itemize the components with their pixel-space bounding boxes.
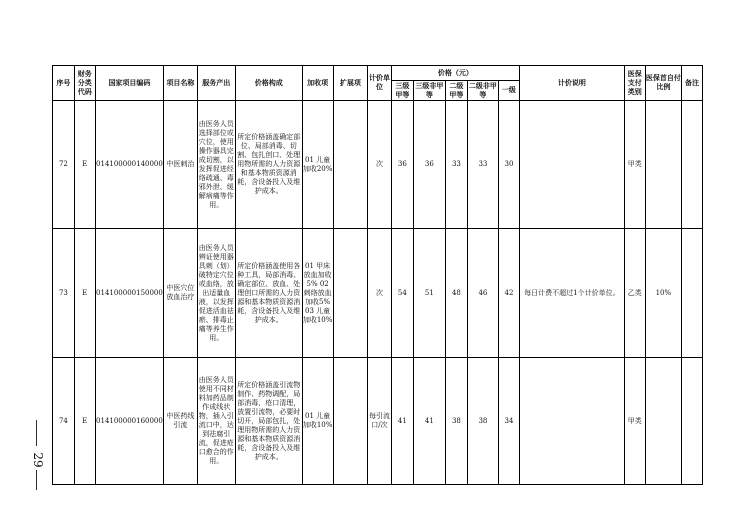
header-extension: 扩展项	[333, 66, 367, 101]
page-number-rule-top	[36, 420, 37, 446]
cell-price: 51	[413, 229, 445, 358]
cell-remarks	[682, 358, 703, 485]
cell-self-pay-ratio: 10%	[645, 229, 681, 358]
table-row	[53, 229, 703, 358]
medical-fee-table	[52, 65, 703, 485]
header-self-pay-ratio: 医保首自付比例	[645, 66, 681, 101]
header-surcharge: 加收项	[302, 66, 333, 101]
cell-item-name: 中医药线引流	[164, 358, 197, 485]
header-price-level: 三级非甲等	[413, 81, 445, 101]
cell-surcharge: 01 儿童加收20%	[302, 101, 333, 229]
header-item-name: 项目名称	[164, 66, 197, 101]
cell-unit: 次	[368, 229, 392, 358]
cell-unit: 每引流口/次	[368, 358, 392, 485]
header-insurance-class: 医保支付类别	[624, 66, 645, 101]
cell-item-name: 中医刺治	[164, 101, 197, 229]
cell-price-composition: 所定价格涵盖引流物制作、药物调配，局部消毒，疮口清理，放置引流物，必要时切开，局部包扎，处理用物所需的人力资源和基本物质资源消耗，含设备投入及维护成本。	[235, 358, 302, 485]
cell-price-composition: 所定价格涵盖使用各种工具，局部消毒、确定部位、放血、处理创口所需的人力资源和基本物质资源消耗，含设备投入及维护成本。	[235, 229, 302, 358]
cell-self-pay-ratio	[645, 358, 681, 485]
header-price-level: 二级非甲等	[468, 81, 497, 99]
cell-national-code: 014100000160000	[95, 358, 164, 485]
cell-remarks	[682, 101, 703, 229]
page-number-rule-bottom	[36, 470, 37, 490]
cell-service-output: 由医务人员选择部位或穴位，使用操作器具完成切割，以发挥促进经络疏通、毒邪外泄、缓解病痛等作用。	[197, 101, 235, 229]
cell-insurance-class: 甲类	[624, 101, 645, 229]
cell-extension	[333, 101, 367, 229]
cell-price: 46	[467, 229, 498, 358]
page-number-marker	[22, 420, 52, 490]
cell-insurance-class: 甲类	[624, 358, 645, 485]
cell-unit: 次	[368, 101, 392, 229]
cell-price: 36	[391, 101, 413, 229]
header-remarks: 备注	[682, 66, 703, 101]
cell-price-composition: 所定价格涵盖确定部位、局部消毒、切割、包扎创口、处理用物所需的人力资源和基本物质资源消耗，含设备投入及维护成本。	[235, 101, 302, 229]
table-row	[53, 101, 703, 229]
cell-pricing-note: 每日计费不超过1个计价单位。	[519, 229, 624, 358]
cell-service-output: 由医务人员辨证使用器具刺（划）破特定穴位或血络，放出适量血液，以发挥促进活血祛瘀、排毒止痛等养生作用。	[197, 229, 235, 358]
header-price-group: 价格（元）	[391, 66, 519, 81]
cell-price: 38	[446, 358, 468, 485]
header-national-code: 国家项目编码	[95, 66, 164, 101]
cell-self-pay-ratio	[645, 101, 681, 229]
header-pricing-note: 计价说明	[519, 66, 624, 101]
cell-insurance-class: 乙类	[624, 229, 645, 358]
cell-price: 41	[413, 358, 445, 485]
header-row-1	[53, 66, 703, 81]
cell-seq: 74	[53, 358, 75, 485]
cell-price: 41	[391, 358, 413, 485]
cell-price: 54	[391, 229, 413, 358]
cell-national-code: 014100000140000	[95, 101, 164, 229]
header-category-code: 财务分类代码	[74, 66, 95, 101]
cell-extension	[333, 229, 367, 358]
header-unit: 计价单位	[368, 66, 392, 101]
cell-service-output: 由医务人员使用不同材料加药品制作成线状物，插入引流口中，达到祛腐引流，促进疮口愈合的作用。	[197, 358, 235, 485]
cell-price: 34	[499, 358, 520, 485]
cell-price: 36	[413, 101, 445, 229]
cell-category-code: E	[74, 101, 95, 229]
header-price-level: 三级甲等	[391, 81, 413, 101]
cell-national-code: 014100000150000	[95, 229, 164, 358]
cell-extension	[333, 358, 367, 485]
cell-price: 48	[446, 229, 468, 358]
cell-seq: 73	[53, 229, 75, 358]
table-row	[53, 358, 703, 485]
cell-category-code: E	[74, 358, 95, 485]
cell-price: 38	[467, 358, 498, 485]
cell-pricing-note	[519, 101, 624, 229]
header-service-output: 服务产出	[197, 66, 235, 101]
cell-price: 33	[446, 101, 468, 229]
cell-item-name: 中医穴位放血治疗	[164, 229, 197, 358]
cell-price: 33	[467, 101, 498, 229]
cell-price: 30	[499, 101, 520, 229]
cell-price: 42	[499, 229, 520, 358]
cell-category-code: E	[74, 229, 95, 358]
cell-seq: 72	[53, 101, 75, 229]
cell-remarks	[682, 229, 703, 358]
page-number: 29	[31, 452, 45, 468]
header-seq: 序号	[53, 66, 75, 101]
header-price-composition: 价格构成	[235, 66, 302, 101]
header-price-level: 一级	[499, 81, 520, 101]
header-price-level: 二级甲等	[446, 81, 468, 101]
cell-surcharge: 01 甲床放血加收5% 02 刺络放血加收5% 03 儿童加收10%	[302, 229, 333, 358]
cell-pricing-note	[519, 358, 624, 485]
cell-surcharge: 01 儿童加收10%	[302, 358, 333, 485]
